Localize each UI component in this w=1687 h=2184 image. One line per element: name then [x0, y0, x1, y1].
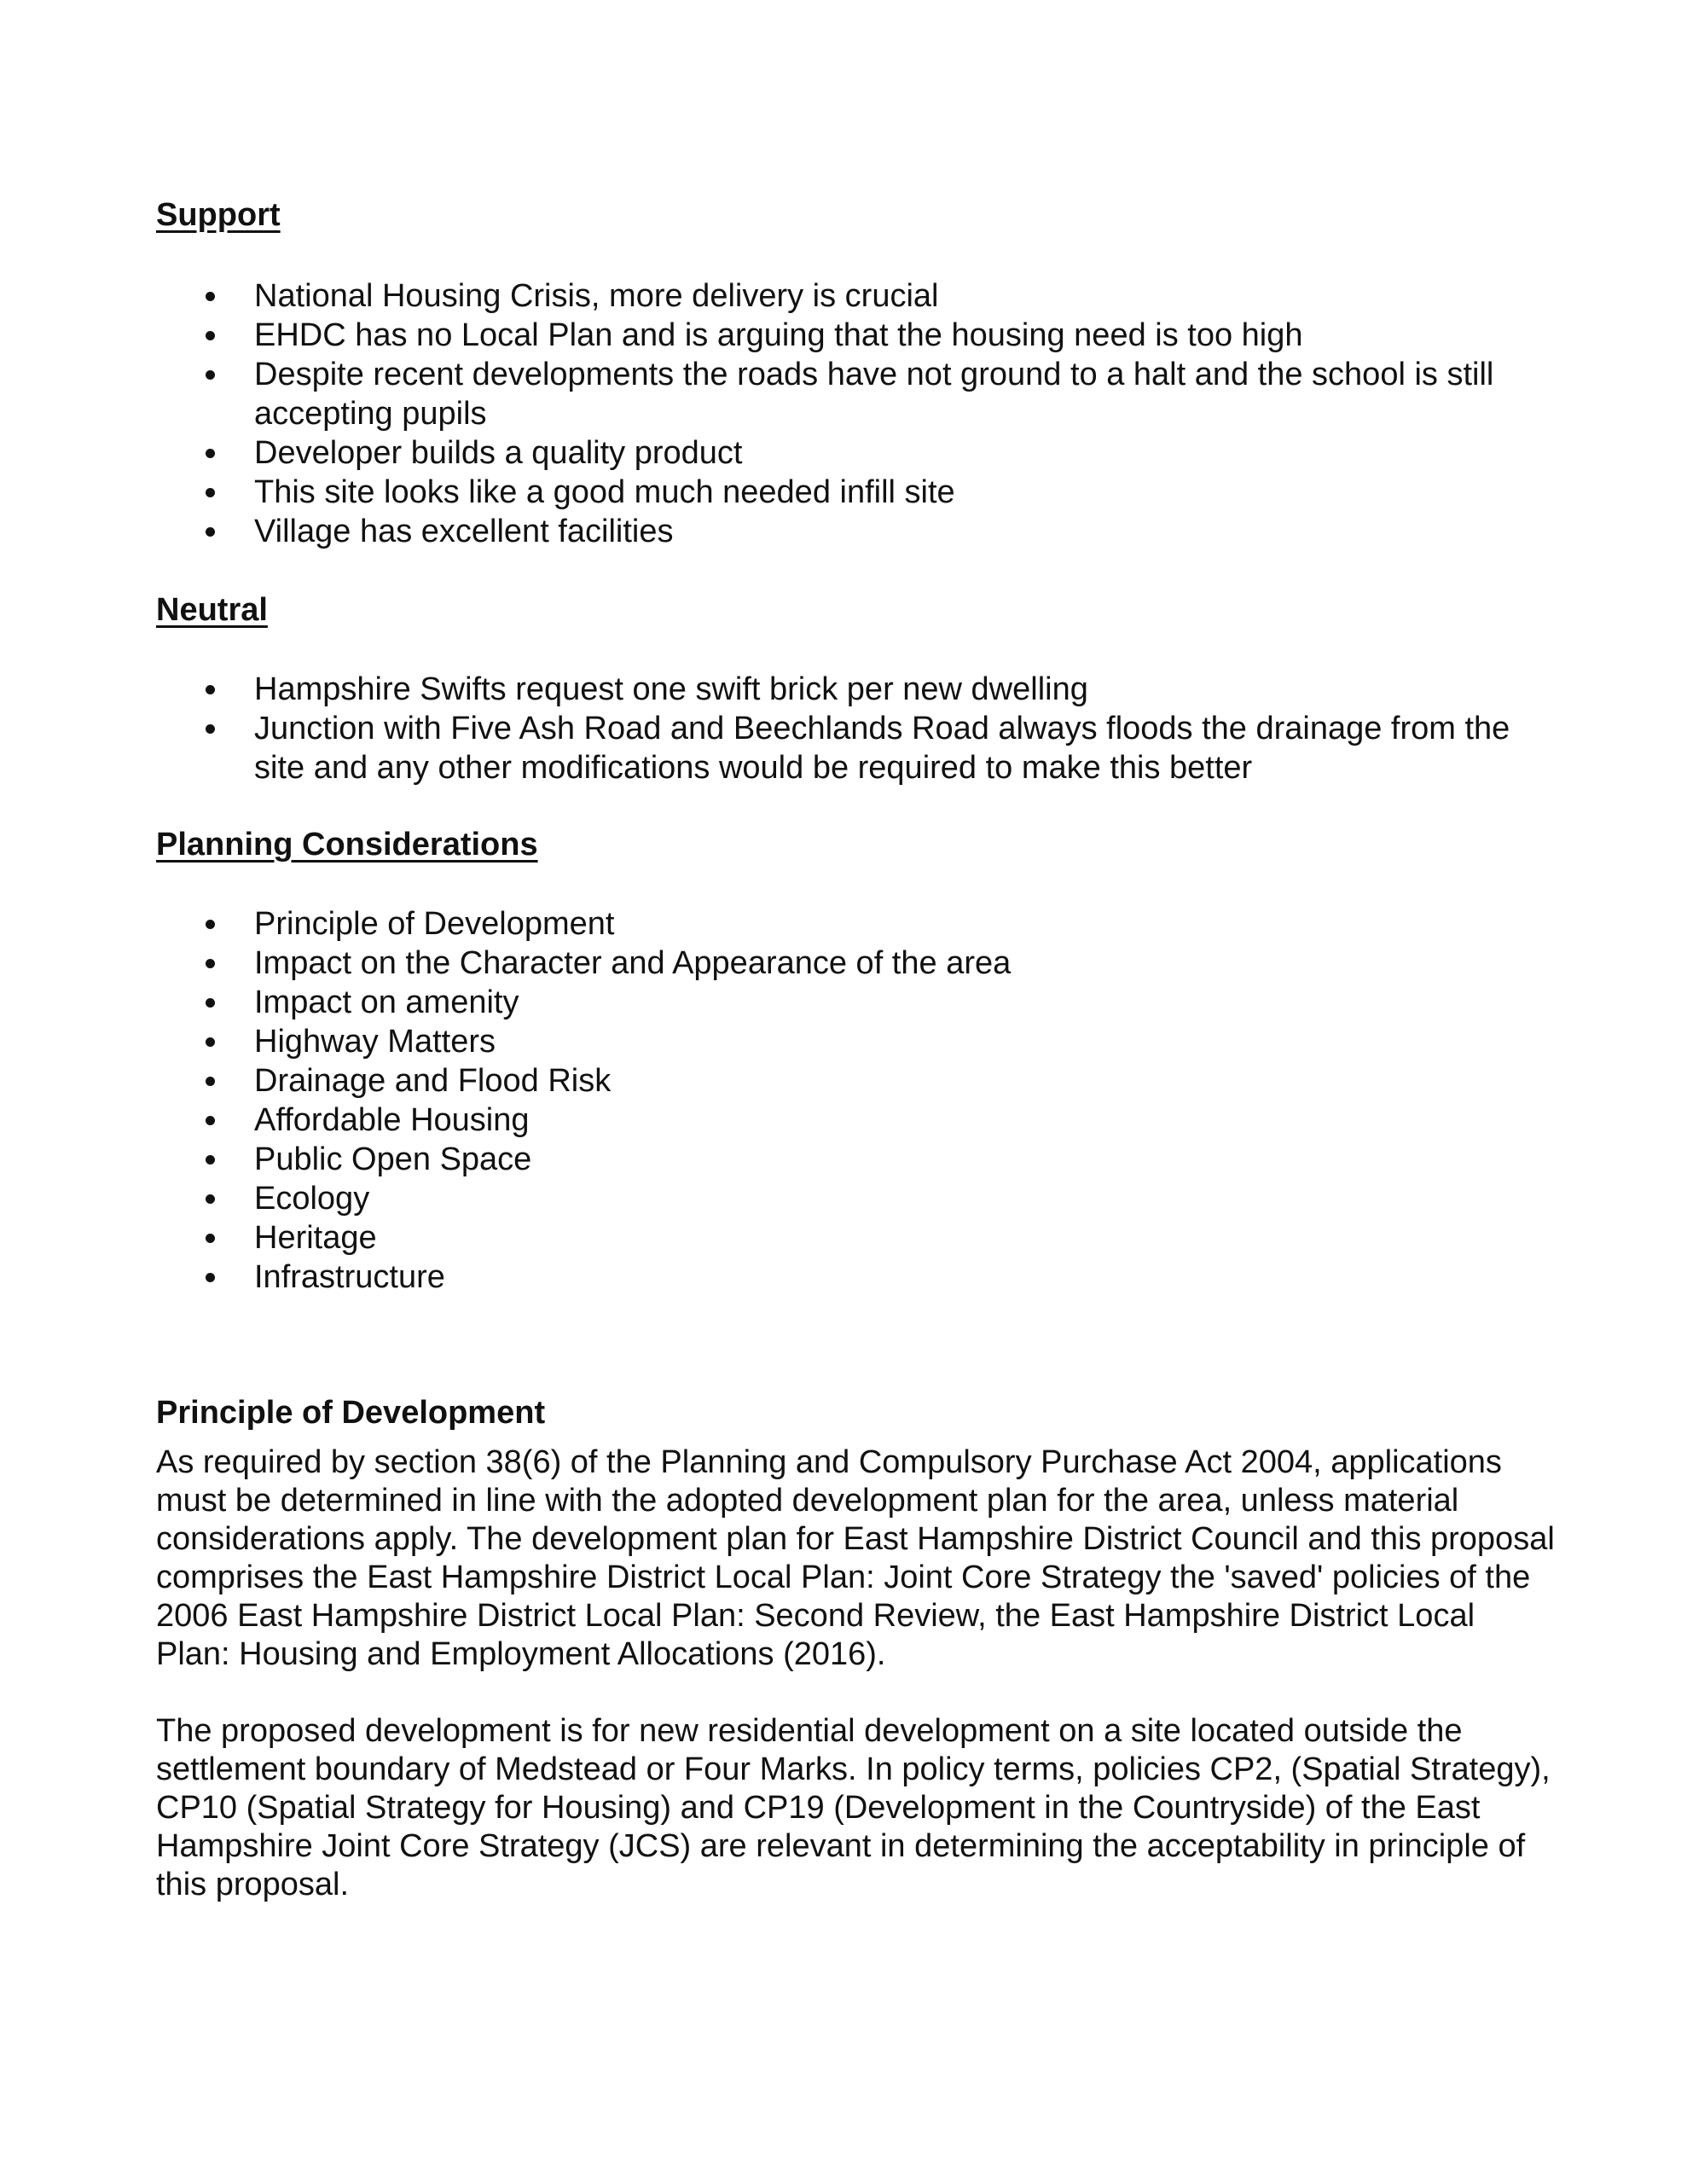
- principle-paragraph-2: The proposed development is for new residential development on a site located outside the settlement boundary of Medstead or Four Marks. In policy terms, policies CP2, (Spatial Strategy), CP10 (Spatial Strategy for Housing) and CP19 (Development in the Countryside) of the East Hampshire Joint Core Strategy (JCS) are relevant in determining the acceptability in principle of this proposal.: [156, 1713, 1551, 1902]
- neutral-item: Hampshire Swifts request one swift brick per new dwelling: [0, 670, 1687, 709]
- support-item: This site looks like a good much needed infill site: [0, 473, 1687, 512]
- neutral-item: Junction with Five Ash Road and Beechlands Road always floods the drainage from the site and any other modifications would be required to make this better: [0, 709, 1687, 787]
- planning-consideration-item: Heritage: [0, 1218, 1687, 1258]
- neutral-list: [0, 670, 1687, 787]
- support-list: [0, 276, 1687, 551]
- planning-consideration-item: Impact on the Character and Appearance of the area: [0, 944, 1687, 983]
- planning-consideration-item: Infrastructure: [0, 1258, 1687, 1297]
- support-item: National Housing Crisis, more delivery is crucial: [0, 276, 1687, 316]
- planning-consideration-item: Drainage and Flood Risk: [0, 1061, 1687, 1101]
- planning-consideration-item: Affordable Housing: [0, 1101, 1687, 1140]
- support-item: Despite recent developments the roads have not ground to a halt and the school is still accepting pupils: [0, 355, 1687, 433]
- principle-paragraph-1: As required by section 38(6) of the Planning and Compulsory Purchase Act 2004, applications must be determined in line with the adopted development plan for the area, unless material considerations apply. The development plan for East Hampshire District Council and this proposal comprises the East Hampshire District Local Plan: Joint Core Strategy the 'saved' policies of the 2006 East Hampshire District Local Plan: Second Review, the East Hampshire District Local Plan: Housing and Employment Allocations (2016).: [156, 1444, 1555, 1672]
- planning-considerations-list: [0, 904, 1687, 1297]
- planning-consideration-item: Ecology: [0, 1179, 1687, 1218]
- support-item: EHDC has no Local Plan and is arguing that the housing need is too high: [0, 316, 1687, 355]
- neutral-heading: Neutral: [156, 592, 268, 628]
- planning-consideration-item: Impact on amenity: [0, 983, 1687, 1022]
- planning-consideration-item: Public Open Space: [0, 1140, 1687, 1179]
- support-item: Developer builds a quality product: [0, 433, 1687, 473]
- support-item: Village has excellent facilities: [0, 512, 1687, 551]
- support-heading: Support: [156, 197, 281, 233]
- planning-considerations-heading: Planning Considerations: [156, 827, 538, 863]
- planning-consideration-item: Highway Matters: [0, 1022, 1687, 1061]
- principle-of-development-heading: Principle of Development: [156, 1395, 546, 1431]
- planning-consideration-item: Principle of Development: [0, 904, 1687, 944]
